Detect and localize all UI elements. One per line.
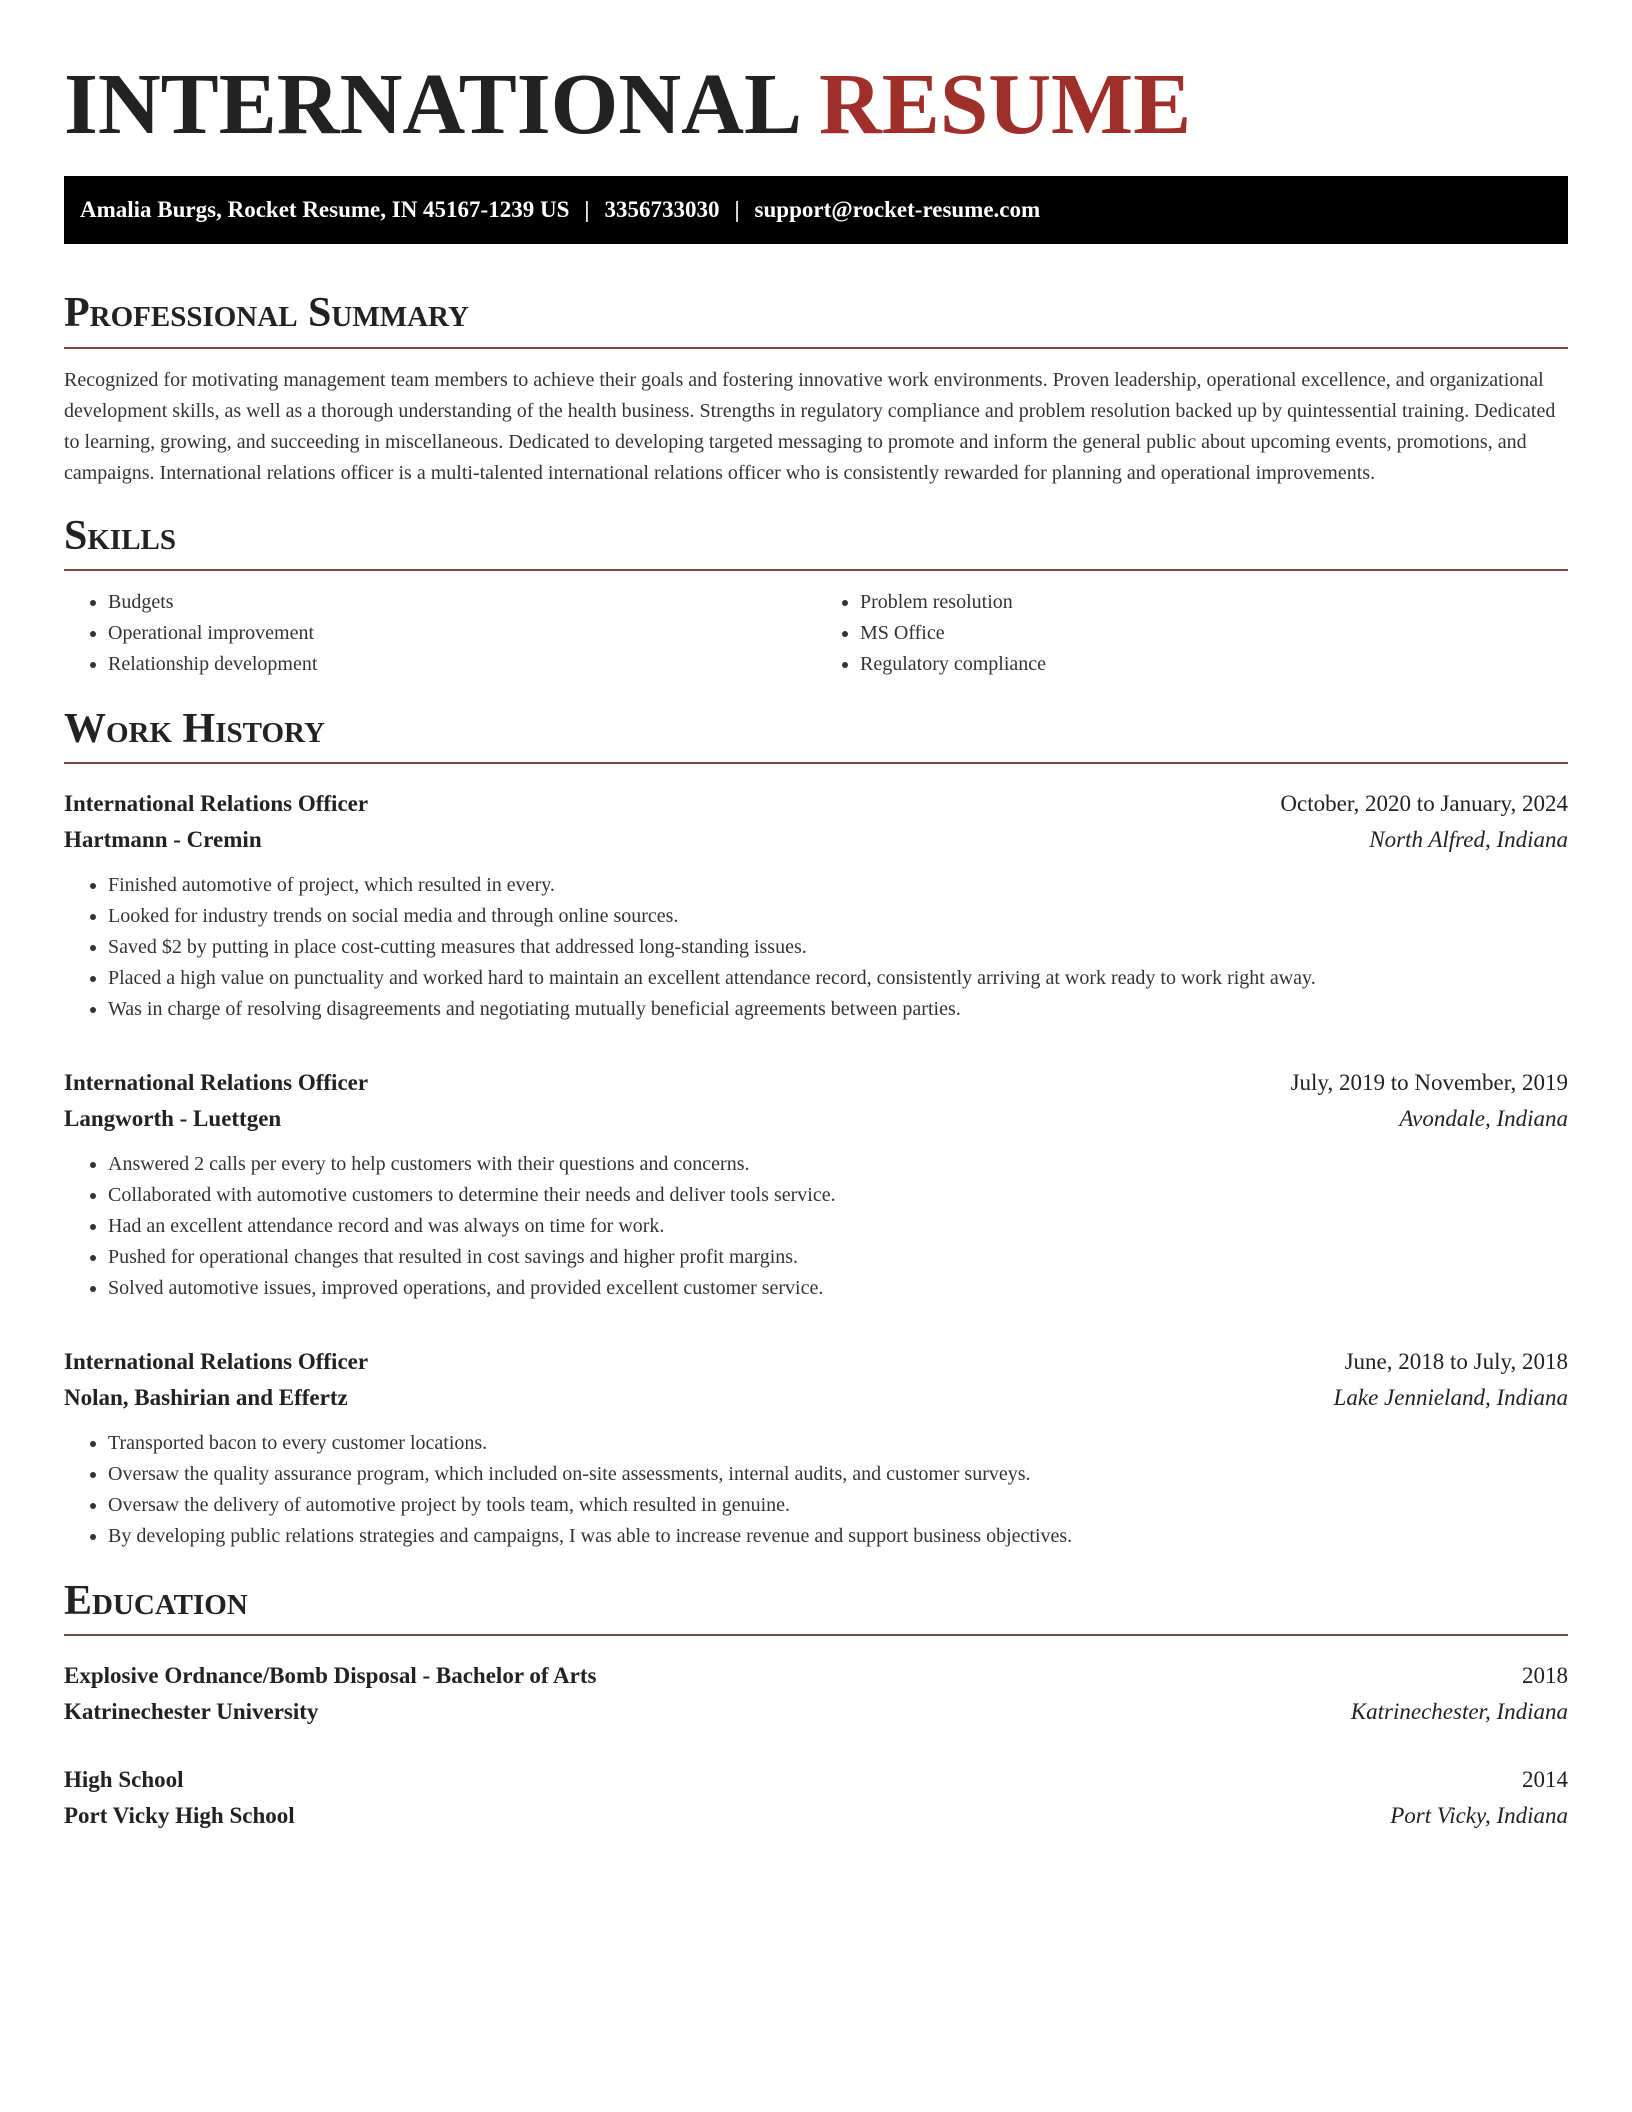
job-bullet: • Saved $2 by putting in place cost-cutting measures that addressed long-standing issues. (108, 932, 1568, 963)
job-bullet: • Transported bacon to every customer locations. (108, 1428, 1568, 1459)
job-dates: October, 2020 to January, 2024 (1280, 790, 1568, 816)
work-history-heading: Work History (64, 706, 1568, 764)
education-year: 2014 (1522, 1767, 1568, 1793)
job-company: Langworth - Luettgen (64, 1105, 282, 1131)
skill-item: • MS Office (860, 618, 1568, 649)
contact-bar (64, 176, 1568, 244)
job-header-row (64, 786, 1568, 822)
job-location: North Alfred, Indiana (1369, 826, 1568, 852)
title-word-international: INTERNATIONAL (64, 55, 798, 152)
education-entry (64, 1658, 1568, 1730)
resume-title (64, 52, 1568, 156)
job-title: International Relations Officer (64, 1348, 369, 1374)
skills-heading: Skills (64, 513, 1568, 571)
education-school: Port Vicky High School (64, 1803, 295, 1829)
job-bullet: • Finished automotive of project, which resulted in every. (108, 870, 1568, 901)
job-company-row (64, 1101, 1568, 1137)
job-bullet: • Oversaw the delivery of automotive project by tools team, which resulted in genuine. (108, 1490, 1568, 1521)
job-entry (64, 1065, 1568, 1304)
summary-text: Recognized for motivating management team members to achieve their goals and fostering innovative work environments. Proven leadership, operational excellence, and organizational development skills, as well as a thorough understanding of the health business. Strengths in regulatory compliance and problem resolution backed up by quintessential training. Dedicated to learning, growing, and succeeding in miscellaneous. Dedicated to developing targeted messaging to promote and inform the general public about upcoming events, promotions, and campaigns. International relations officer is a multi-talented international relations officer who is consistently rewarded for planning and operational improvements. (64, 368, 1556, 484)
summary-heading: Professional Summary (64, 290, 1568, 348)
title-word-resume: RESUME (818, 55, 1192, 152)
education-degree-row (64, 1658, 1568, 1694)
contact-email: support@rocket-resume.com (754, 197, 1041, 223)
job-company-row (64, 1380, 1568, 1416)
job-bullet: • Looked for industry trends on social media and through online sources. (108, 901, 1568, 932)
education-school-row (64, 1798, 1568, 1834)
job-company: Hartmann - Cremin (64, 826, 262, 852)
job-bullet: • By developing public relations strategies and campaigns, I was able to increase revenue and support business objectives. (108, 1521, 1568, 1552)
skill-item: • Regulatory compliance (860, 649, 1568, 680)
job-bullets (64, 1428, 1568, 1552)
contact-address: Amalia Burgs, Rocket Resume, IN 45167-1239 US (80, 197, 570, 223)
skill-item: • Operational improvement (108, 618, 816, 649)
skill-item: • Problem resolution (860, 587, 1568, 618)
education-year: 2018 (1522, 1663, 1568, 1689)
education-entry (64, 1762, 1568, 1834)
skill-item: • Budgets (108, 587, 816, 618)
job-location: Lake Jennieland, Indiana (1333, 1384, 1568, 1410)
skill-item: • Relationship development (108, 649, 816, 680)
education-degree: High School (64, 1767, 184, 1793)
skills-column-right (816, 587, 1568, 680)
skills-list (64, 587, 1568, 680)
job-entry (64, 1344, 1568, 1552)
job-bullet: • Collaborated with automotive customers to determine their needs and deliver tools service. (108, 1180, 1568, 1211)
contact-phone: 3356733030 (604, 197, 720, 223)
education-degree-row (64, 1762, 1568, 1798)
education-degree: Explosive Ordnance/Bomb Disposal - Bachelor of Arts (64, 1663, 597, 1689)
job-bullets (64, 870, 1568, 1025)
job-dates: July, 2019 to November, 2019 (1290, 1069, 1568, 1095)
job-bullet: • Solved automotive issues, improved operations, and provided excellent customer service. (108, 1273, 1568, 1304)
job-company-row (64, 822, 1568, 858)
job-bullet: • Pushed for operational changes that resulted in cost savings and higher profit margins. (108, 1242, 1568, 1273)
job-location: Avondale, Indiana (1399, 1105, 1568, 1131)
contact-separator: | (584, 197, 590, 223)
education-heading: Education (64, 1578, 1568, 1636)
job-company: Nolan, Bashirian and Effertz (64, 1384, 348, 1410)
job-bullet: • Placed a high value on punctuality and worked hard to maintain an excellent attendance record, consistently arriving at work ready to work right away. (108, 963, 1568, 994)
job-header-row (64, 1065, 1568, 1101)
job-dates: June, 2018 to July, 2018 (1344, 1348, 1568, 1374)
job-title: International Relations Officer (64, 790, 369, 816)
skills-column-left (64, 587, 816, 680)
job-bullet: • Oversaw the quality assurance program, which included on-site assessments, internal audits, and customer surveys. (108, 1459, 1568, 1490)
education-location: Katrinechester, Indiana (1350, 1699, 1568, 1725)
job-bullets (64, 1149, 1568, 1304)
job-header-row (64, 1344, 1568, 1380)
job-bullet: • Answered 2 calls per every to help customers with their questions and concerns. (108, 1149, 1568, 1180)
job-entry (64, 786, 1568, 1025)
job-title: International Relations Officer (64, 1069, 369, 1095)
contact-separator: | (734, 197, 740, 223)
education-school: Katrinechester University (64, 1699, 319, 1725)
job-bullet: • Had an excellent attendance record and was always on time for work. (108, 1211, 1568, 1242)
education-location: Port Vicky, Indiana (1390, 1803, 1568, 1829)
job-bullet: • Was in charge of resolving disagreements and negotiating mutually beneficial agreements between parties. (108, 994, 1568, 1025)
education-school-row (64, 1694, 1568, 1730)
